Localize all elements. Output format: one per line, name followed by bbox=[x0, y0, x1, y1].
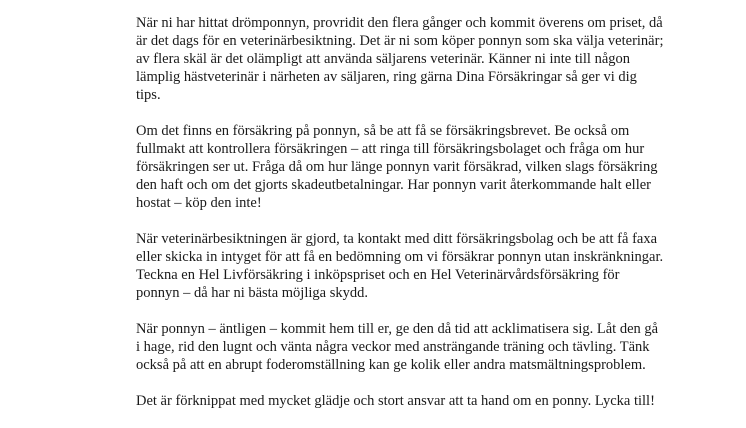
paragraph-vet-inspection: När ni har hittat drömponnyn, provridit den flera gånger och kommit överens om priset, då är det dags för en veterinärbesiktning. Det är ni som köper ponnyn som ska välja veterinär; av flera skäl är det olämpligt att använda säljarens veterinär. Känner ni inte till någon lämplig hästveterinär i närheten av säljaren, ring gärna Dina Försäkringar så ger vi dig tips. bbox=[136, 15, 664, 103]
paragraph-insurance-check: Om det finns en försäkring på ponnyn, så be att få se försäkringsbrevet. Be också om fullmakt att kontrollera försäkringen – att ringa till försäkringsbolaget och fråga om hur försäkringen ser ut. Fråga då om hur länge ponnyn varit försäkrad, vilken slags försäkring den haft och om det gjorts skadeutbetalningar. Har ponnyn varit återkommande halt eller hostat – köp den inte! bbox=[136, 123, 658, 211]
document-body bbox=[136, 14, 664, 428]
paragraph-acclimatize: När ponnyn – äntligen – kommit hem till er, ge den då tid att acklimatisera sig. Låt den gå i hage, rid den lugnt och vänta några veckor med ansträngande träning och tävling. Tänk också på att en abrupt foderomställning kan ge kolik eller andra matsmältningsproblem. bbox=[136, 321, 659, 373]
paragraph-closing: Det är förknippat med mycket glädje och stort ansvar att ta hand om en ponny. Lycka till! bbox=[136, 393, 655, 409]
paragraph-after-inspection: När veterinärbesiktningen är gjord, ta kontakt med ditt försäkringsbolag och be att få faxa eller skicka in intyget för att få en bedömning om vi försäkrar ponnyn utan inskränkningar. Teckna en Hel Livförsäkring i inköpspriset och en Hel Veterinärvårdsförsäkring för ponnyn – då har ni bästa möjliga skydd. bbox=[136, 231, 664, 301]
